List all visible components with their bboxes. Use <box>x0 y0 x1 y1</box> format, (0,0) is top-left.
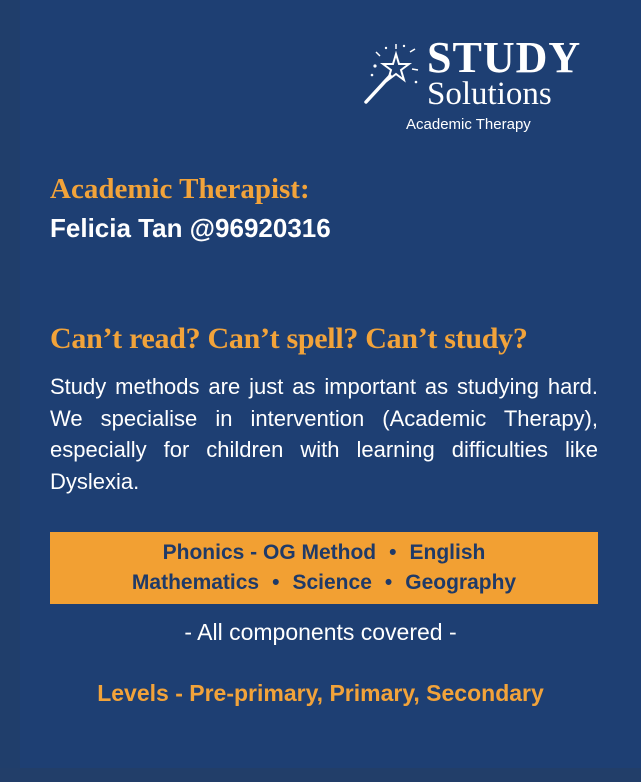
headline: Can’t read? Can’t spell? Can’t study? <box>50 322 528 355</box>
subject-item: Science <box>292 571 372 594</box>
subject-item: Mathematics <box>131 571 260 594</box>
subjects-row-2 <box>50 568 598 598</box>
components-note: - All components covered - <box>184 619 457 645</box>
subject-item: English <box>409 541 486 564</box>
magic-wand-icon <box>360 42 422 104</box>
bottom-edge-strip <box>0 768 641 782</box>
levels-text: Levels - Pre-primary, Primary, Secondary <box>97 680 544 706</box>
subjects-row-1 <box>50 538 598 568</box>
separator-dot: • <box>272 571 280 594</box>
logo-tagline: Academic Therapy <box>406 116 531 133</box>
description-text: Study methods are just as important as studying hard. We specialise in intervention (Academic Therapy), especially for children with learning difficulties like Dyslexia. <box>50 374 598 494</box>
logo-word-study: STUDY <box>427 33 582 82</box>
subject-item: Phonics - OG Method <box>162 541 377 564</box>
left-edge-strip <box>0 0 20 782</box>
logo-word-solutions: Solutions <box>427 76 552 112</box>
brand-logo <box>360 32 610 142</box>
separator-dot: • <box>384 571 393 594</box>
subject-item: Geography <box>405 571 517 594</box>
subjects-box <box>50 532 598 604</box>
therapist-contact: Felicia Tan @96920316 <box>50 213 331 243</box>
therapist-label: Academic Therapist: <box>50 173 310 205</box>
separator-dot: • <box>389 541 397 564</box>
